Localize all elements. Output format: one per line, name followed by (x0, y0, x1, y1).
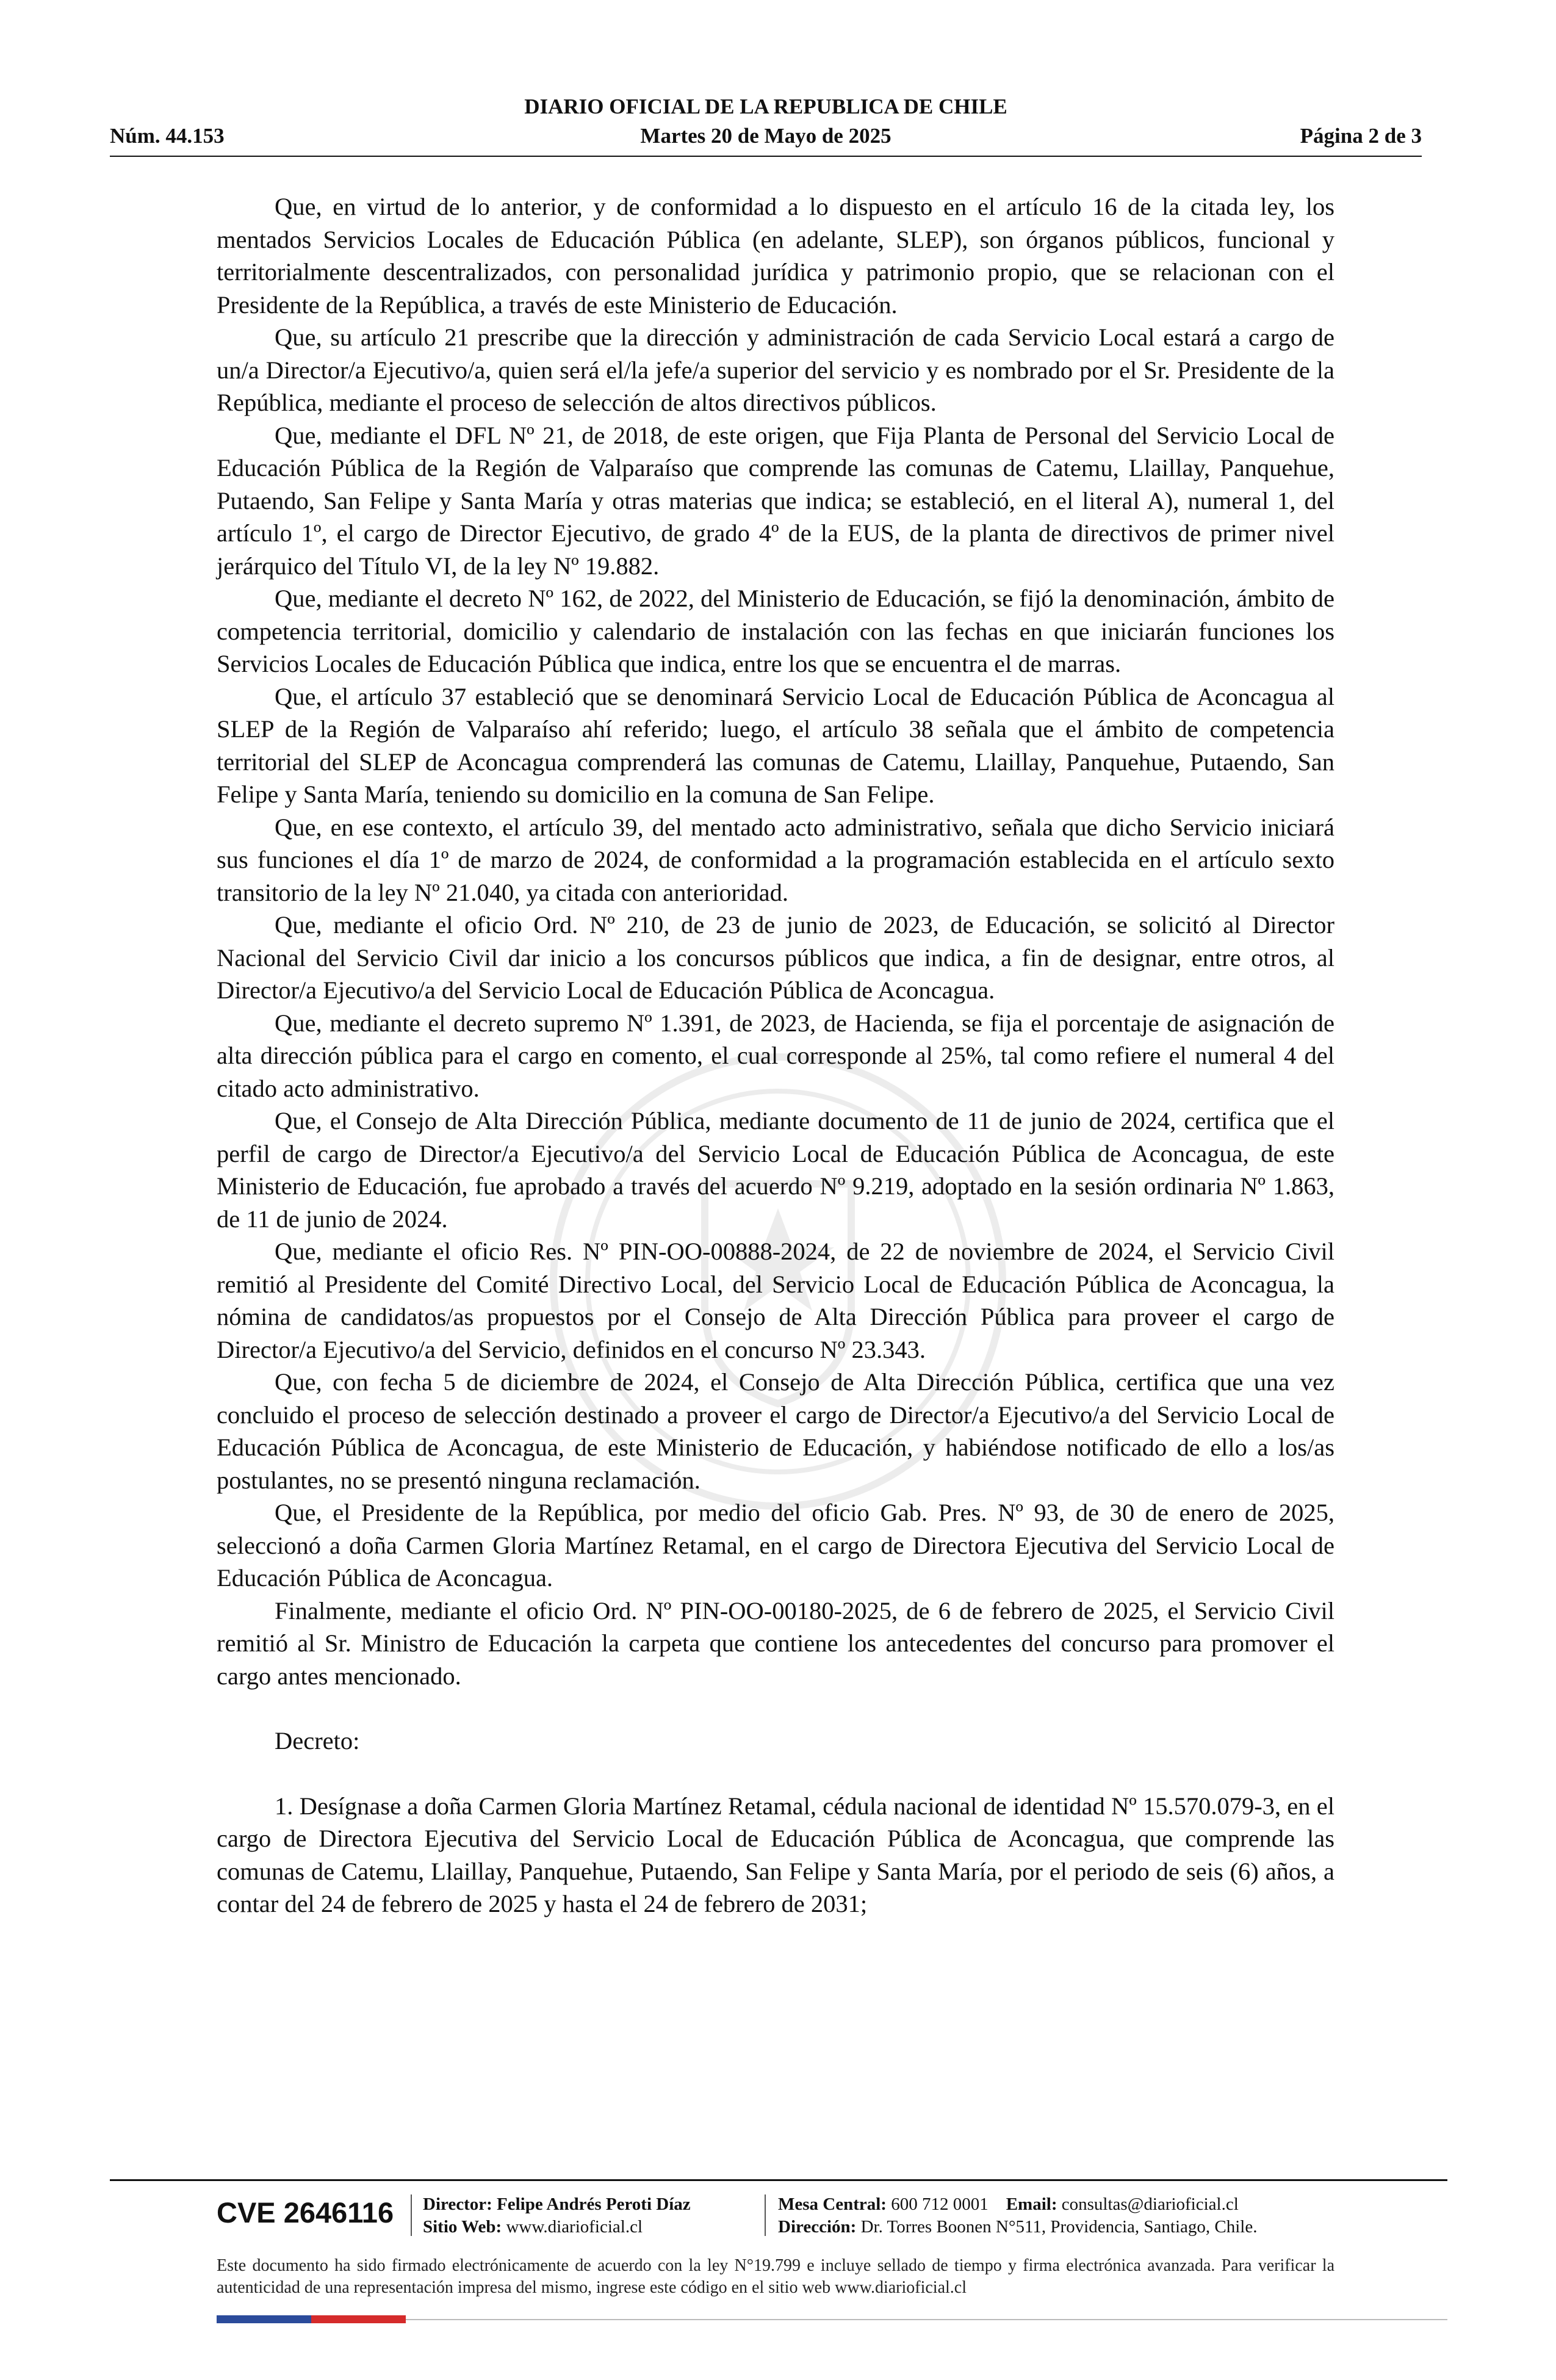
paragraph: Que, el Presidente de la República, por medio del oficio Gab. Pres. Nº 93, de 30 de enero de 2025, seleccionó a doña Carmen Gloria Martínez Retamal, en el cargo de Directora Ejecutiva del Servicio Local de Educación Pública de Aconcagua. (217, 1499, 1334, 1592)
website-link[interactable]: www.diarioficial.cl (506, 2217, 643, 2237)
email-label: Email: (1006, 2194, 1057, 2214)
director-name: Felipe Andrés Peroti Díaz (497, 2194, 691, 2214)
footer-director-block (423, 2193, 691, 2238)
paragraph: Que, el artículo 37 estableció que se denominará Servicio Local de Educación Pública de Aconcagua al SLEP de la Región de Valparaíso ahí referido; luego, el artículo 38 señala que el ámbito de competencia territorial del SLEP de Aconcagua comprenderá las comunas de Catemu, Llaillay, Panquehue, Putaendo, San Felipe y Santa María, teniendo su domicilio en la comuna de San Felipe. (217, 682, 1334, 808)
email-link[interactable]: consultas@diarioficial.cl (1061, 2194, 1239, 2214)
footer-separator (765, 2194, 766, 2236)
address-label: Dirección: (778, 2217, 857, 2237)
paragraph: Que, mediante el oficio Ord. Nº 210, de 23 de junio de 2023, de Educación, se solicitó al Director Nacional del Servicio Civil dar inicio a los concursos públicos que indica, a fin de designar, entre otros, al Director/a Ejecutivo/a del Servicio Local de Educación Pública de Aconcagua. (217, 911, 1334, 1004)
paragraph: Finalmente, mediante el oficio Ord. Nº PIN-OO-00180-2025, de 6 de febrero de 2025, el Servicio Civil remitió al Sr. Ministro de Educación la carpeta que contiene los antecedentes del concurso para promover el cargo antes mencionado. (217, 1596, 1334, 1690)
paragraph: Que, mediante el oficio Res. Nº PIN-OO-00888-2024, de 22 de noviembre de 2024, el Servicio Civil remitió al Presidente del Comité Directivo Local, del Servicio Local de Educación Pública de Aconcagua, la nómina de candidatos/as propuestos por el Consejo de Alta Dirección Pública para proveer el cargo de Director/a Ejecutivo/a del Servicio, definidos en el concurso Nº 23.343. (217, 1238, 1334, 1363)
footer-separator (411, 2194, 412, 2236)
address-value: Dr. Torres Boonen N°511, Providencia, Santiago, Chile. (860, 2217, 1258, 2237)
paragraph: Que, en ese contexto, el artículo 39, del mentado acto administrativo, señala que dicho Servicio iniciará sus funciones el día 1º de marzo de 2024, de conformidad a la programación establecida en el artículo sexto transitorio de la ley Nº 21.040, ya citada con anterioridad. (217, 813, 1334, 906)
document-body (217, 190, 1334, 1920)
paragraph: Que, en virtud de lo anterior, y de conformidad a lo dispuesto en el artículo 16 de la citada ley, los mentados Servicios Locales de Educación Pública (en adelante, SLEP), son órganos públicos, funcional y territorialmente descentralizados, con personalidad jurídica y patrimonio propio, que se relacionan con el Presidente de la República, a través de este Ministerio de Educación. (217, 193, 1334, 319)
page-header (110, 95, 1422, 153)
paragraph: Que, el Consejo de Alta Dirección Pública, mediante documento de 11 de junio de 2024, certifica que el perfil de cargo de Director/a Ejecutivo/a del Servicio Local de Educación Pública de Aconcagua, de este Ministerio de Educación, fue aprobado a través del acuerdo Nº 9.219, adoptado en la sesión ordinaria Nº 1.863, de 11 de junio de 2024. (217, 1107, 1334, 1233)
publication-date: Martes 20 de Mayo de 2025 (640, 124, 891, 148)
header-divider (110, 156, 1422, 157)
flag-stripe-red (311, 2315, 406, 2323)
paragraph: Que, su artículo 21 prescribe que la dirección y administración de cada Servicio Local estará a cargo de un/a Director/a Ejecutivo/a, quien será el/la jefe/a superior del servicio y es nombrado por el Sr. Presidente de la República, mediante el proceso de selección de altos directivos públicos. (217, 323, 1334, 416)
footer (217, 2191, 1334, 2240)
paragraph: Que, mediante el decreto supremo Nº 1.391, de 2023, de Hacienda, se fija el porcentaje de asignación de alta dirección pública para el cargo en comento, el cual corresponde al 25%, tal como refiere el numeral 4 del citado acto administrativo. (217, 1009, 1334, 1102)
phone-number: 600 712 0001 (891, 2194, 989, 2214)
director-label: Director: (423, 2194, 492, 2214)
paragraph: Que, mediante el decreto Nº 162, de 2022, del Ministerio de Educación, se fijó la denominación, ámbito de competencia territorial, domicilio y calendario de instalación con las fechas en que iniciarán funciones los Servicios Locales de Educación Pública que indica, entre los que se encuentra el de marras. (217, 585, 1334, 677)
footer-divider (110, 2179, 1447, 2181)
decree-item: 1. Desígnase a doña Carmen Gloria Martínez Retamal, cédula nacional de identidad Nº 15.570.079-3, en el cargo de Directora Ejecutiva del Servicio Local de Educación Pública de Aconcagua, que comprende las comunas de Catemu, Llaillay, Panquehue, Putaendo, San Felipe y Santa María, por el periodo de seis (6) años, a contar del 24 de febrero de 2025 y hasta el 24 de febrero de 2031; (217, 1792, 1334, 1917)
phone-label: Mesa Central: (778, 2194, 887, 2214)
legal-notice: Este documento ha sido firmado electrónicamente de acuerdo con la ley N°19.799 e incluye sellado de tiempo y firma electrónica avanzada. Para verificar la autenticidad de una representación impresa del mismo, ingrese este código en el sitio web www.diarioficial.cl (217, 2256, 1334, 2297)
bottom-divider (406, 2319, 1447, 2320)
decree-heading: Decreto: (275, 1727, 360, 1754)
flag-stripe-blue (217, 2315, 311, 2323)
footer-contact-block (778, 2193, 1257, 2238)
website-label: Sitio Web: (423, 2217, 502, 2237)
paragraph: Que, con fecha 5 de diciembre de 2024, el Consejo de Alta Dirección Pública, certifica que una vez concluido el proceso de selección destinado a proveer el cargo de Director/a Ejecutivo/a del Servicio Local de Educación Pública de Aconcagua, de este Ministerio de Educación, y habiéndose notificado de ello a los/as postulantes, no se presentó ninguna reclamación. (217, 1368, 1334, 1494)
cve-code: CVE 2646116 (217, 2196, 394, 2229)
paragraph: Que, mediante el DFL Nº 21, de 2018, de este origen, que Fija Planta de Personal del Servicio Local de Educación Pública de la Región de Valparaíso que comprende las comunas de Catemu, Llaillay, Panquehue, Putaendo, San Felipe y Santa María y otras materias que indica; se estableció, en el literal A), numeral 1, del artículo 1º, el cargo de Director Ejecutivo, de grado 4º de la EUS, de la planta de directivos de primer nivel jerárquico del Título VI, de la ley Nº 19.882. (217, 421, 1334, 580)
issue-number: Núm. 44.153 (110, 124, 225, 148)
publication-title: DIARIO OFICIAL DE LA REPUBLICA DE CHILE (524, 95, 1007, 118)
page-number: Página 2 de 3 (1300, 124, 1422, 148)
